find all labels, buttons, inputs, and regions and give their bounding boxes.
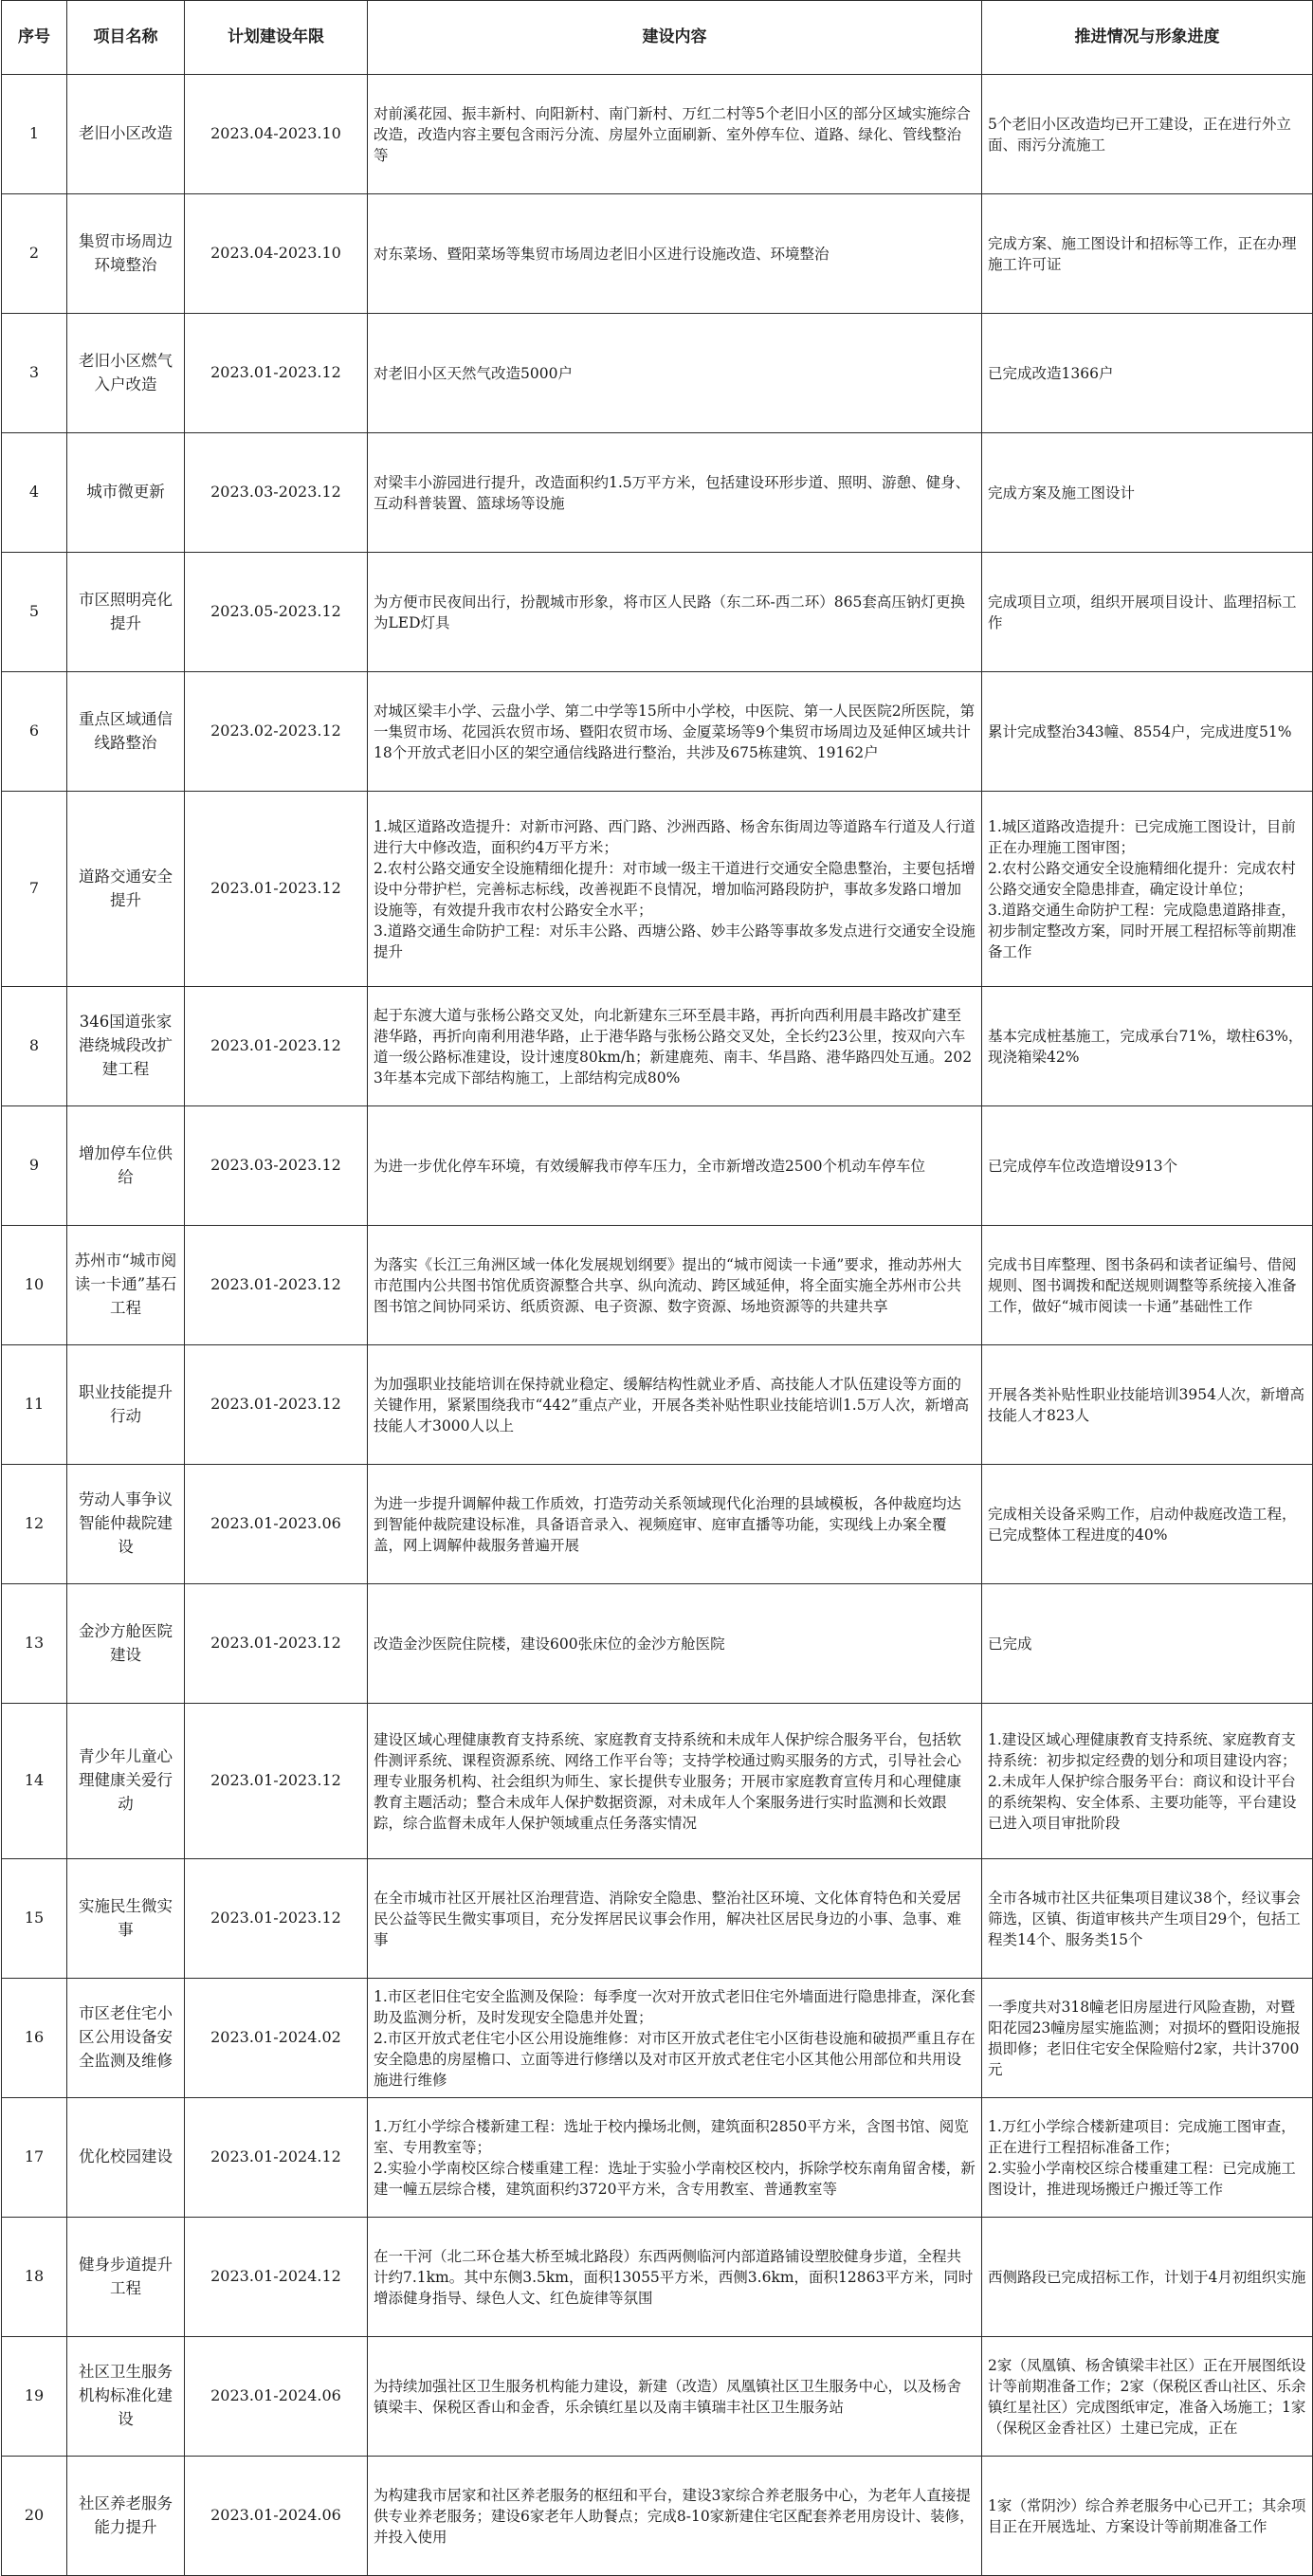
row-no: 17 [2, 2098, 67, 2218]
table-body [2, 75, 1313, 2576]
row-name: 老旧小区改造 [67, 75, 185, 194]
row-period: 2023.01-2024.06 [185, 2457, 368, 2576]
row-content: 为构建我市居家和社区养老服务的枢纽和平台，建设3家综合养老服务中心，为老年人直接提供专业养老服务；建设6家老年人助餐点；完成8-10家新建住宅区配套养老用房设计、装修，并投入使用 [368, 2457, 982, 2576]
header-progress: 推进情况与形象进度 [982, 1, 1313, 75]
row-period: 2023.04-2023.10 [185, 75, 368, 194]
table-row [2, 1106, 1313, 1226]
row-content: 1.市区老旧住宅安全监测及保险：每季度一次对开放式老旧住宅外墙面进行隐患排查，深化套助及监测分析，及时发现安全隐患并处置； 2.市区开放式老住宅小区公用设施维修：对市区开放式老住宅小区街巷设施和破损严重且存在安全隐患的房屋檐口、立面等进行修缮以及对市区开放式老住宅小区其他公用部位和共用设施进行维修 [368, 1979, 982, 2098]
row-content: 在一干河（北二环仓基大桥至城北路段）东西两侧临河内部道路铺设塑胶健身步道，全程共计约7.1km。其中东侧3.5km，面积13055平方米，西侧3.6km，面积12863平方米，同时增添健身指导、绿色人文、红色旋律等氛围 [368, 2218, 982, 2337]
row-name: 市区照明亮化提升 [67, 553, 185, 672]
row-name: 社区卫生服务机构标准化建设 [67, 2337, 185, 2457]
row-no: 7 [2, 792, 67, 987]
row-no: 18 [2, 2218, 67, 2337]
table-row [2, 2098, 1313, 2218]
row-content: 1.城区道路改造提升：对新市河路、西门路、沙洲西路、杨舍东街周边等道路车行道及人行道进行大中修改造，面积约4万平方米； 2.农村公路交通安全设施精细化提升：对市域一级主干道进行交通安全隐患整治，主要包括增设中分带护栏，完善标志标线，改善视距不良情况，增加临河路段防护，事故多发路口增加设施等，有效提升我市农村公路安全水平； 3.道路交通生命防护工程：对乐丰公路、西塘公路、妙丰公路等事故多发点进行交通安全设施提升 [368, 792, 982, 987]
row-progress: 已完成停车位改造增设913个 [982, 1106, 1313, 1226]
row-content: 起于东渡大道与张杨公路交叉处，向北新建东三环至晨丰路，再折向西利用晨丰路改扩建至港华路，再折向南利用港华路，止于港华路与张杨公路交叉处，全长约23公里，按双向六车道一级公路标准建设，设计速度80km/h；新建鹿苑、南丰、华昌路、港华路四处互通。2023年基本完成下部结构施工，上部结构完成80% [368, 987, 982, 1106]
table-row [2, 314, 1313, 433]
table-row [2, 1859, 1313, 1979]
header-content: 建设内容 [368, 1, 982, 75]
row-no: 3 [2, 314, 67, 433]
row-progress: 完成相关设备采购工作，启动仲裁庭改造工程，已完成整体工程进度的40% [982, 1465, 1313, 1584]
table-row [2, 1584, 1313, 1704]
row-name: 青少年儿童心理健康关爱行动 [67, 1704, 185, 1859]
row-content: 对老旧小区天然气改造5000户 [368, 314, 982, 433]
row-period: 2023.01-2023.12 [185, 1584, 368, 1704]
row-no: 2 [2, 194, 67, 314]
row-period: 2023.01-2023.12 [185, 1704, 368, 1859]
table-row [2, 987, 1313, 1106]
row-name: 金沙方舱医院建设 [67, 1584, 185, 1704]
table-row [2, 433, 1313, 553]
row-progress: 基本完成桩基施工，完成承台71%，墩柱63%，现浇箱梁42% [982, 987, 1313, 1106]
row-no: 11 [2, 1345, 67, 1465]
row-name: 城市微更新 [67, 433, 185, 553]
row-progress: 一季度共对318幢老旧房屋进行风险查勘，对暨阳花园23幢房屋实施监测；对损坏的暨阳设施报损即修；老旧住宅安全保险赔付2家，共计3700元 [982, 1979, 1313, 2098]
table-row [2, 75, 1313, 194]
row-no: 15 [2, 1859, 67, 1979]
row-no: 16 [2, 1979, 67, 2098]
row-content: 对东菜场、暨阳菜场等集贸市场周边老旧小区进行设施改造、环境整治 [368, 194, 982, 314]
row-content: 在全市城市社区开展社区治理营造、消除安全隐患、整治社区环境、文化体育特色和关爱居民公益等民生微实事项目，充分发挥居民议事会作用，解决社区居民身边的小事、急事、难事 [368, 1859, 982, 1979]
row-progress: 已完成改造1366户 [982, 314, 1313, 433]
row-period: 2023.01-2024.02 [185, 1979, 368, 2098]
row-period: 2023.01-2023.12 [185, 314, 368, 433]
row-period: 2023.01-2023.12 [185, 1345, 368, 1465]
row-progress: 5个老旧小区改造均已开工建设，正在进行外立面、雨污分流施工 [982, 75, 1313, 194]
row-name: 集贸市场周边环境整治 [67, 194, 185, 314]
row-progress: 1.万红小学综合楼新建项目：完成施工图审查，正在进行工程招标准备工作； 2.实验小学南校区综合楼重建工程：已完成施工图设计，推进现场搬迁户搬迁等工作 [982, 2098, 1313, 2218]
table-row [2, 1226, 1313, 1345]
table-row [2, 1465, 1313, 1584]
row-period: 2023.05-2023.12 [185, 553, 368, 672]
row-no: 6 [2, 672, 67, 792]
row-content: 1.万红小学综合楼新建工程：选址于校内操场北侧，建筑面积2850平方米，含图书馆、阅览室、专用教室等； 2.实验小学南校区综合楼重建工程：选址于实验小学南校区校内，拆除学校东南角留舍楼，新建一幢五层综合楼，建筑面积约3720平方米，含专用教室、普通教室等 [368, 2098, 982, 2218]
table-row [2, 1704, 1313, 1859]
row-period: 2023.02-2023.12 [185, 672, 368, 792]
table-row [2, 672, 1313, 792]
row-progress: 已完成 [982, 1584, 1313, 1704]
row-progress: 2家（凤凰镇、杨舍镇梁丰社区）正在开展图纸设计等前期准备工作；2家（保税区香山社区、乐余镇红星社区）完成图纸审定，准备入场施工；1家（保税区金香社区）土建已完成，正在 [982, 2337, 1313, 2457]
row-name: 老旧小区燃气入户改造 [67, 314, 185, 433]
row-period: 2023.01-2023.06 [185, 1465, 368, 1584]
row-progress: 1.城区道路改造提升：已完成施工图设计，目前正在办理施工图审图； 2.农村公路交通安全设施精细化提升：完成农村公路交通安全隐患排查，确定设计单位； 3.道路交通生命防护工程：完成隐患道路排查，初步制定整改方案，同时开展工程招标等前期准备工作 [982, 792, 1313, 987]
row-progress: 1.建设区域心理健康教育支持系统、家庭教育支持系统：初步拟定经费的划分和项目建设内容； 2.未成年人保护综合服务平台：商议和设计平台的系统架构、安全体系、主要功能等，平台建设已进入项目审批阶段 [982, 1704, 1313, 1859]
table-row [2, 553, 1313, 672]
row-name: 苏州市“城市阅读一卡通”基石工程 [67, 1226, 185, 1345]
row-no: 4 [2, 433, 67, 553]
row-content: 建设区域心理健康教育支持系统、家庭教育支持系统和未成年人保护综合服务平台，包括软件测评系统、课程资源系统、网络工作平台等；支持学校通过购买服务的方式，引导社会心理专业服务机构、社会组织为师生、家长提供专业服务；开展市家庭教育宣传月和心理健康教育主题活动；整合未成年人保护数据资源，对未成年人个案服务进行实时监测和长效跟踪，综合监督未成年人保护领域重点任务落实情况 [368, 1704, 982, 1859]
row-period: 2023.03-2023.12 [185, 1106, 368, 1226]
row-period: 2023.01-2024.12 [185, 2098, 368, 2218]
row-progress: 完成方案、施工图设计和招标等工作，正在办理施工许可证 [982, 194, 1313, 314]
row-progress: 完成书目库整理、图书条码和读者证编号、借阅规则、图书调拨和配送规则调整等系统接入准备工作，做好“城市阅读一卡通”基础性工作 [982, 1226, 1313, 1345]
table-row [2, 1979, 1313, 2098]
row-no: 14 [2, 1704, 67, 1859]
table-row [2, 194, 1313, 314]
row-content: 对前溪花园、振丰新村、向阳新村、南门新村、万红二村等5个老旧小区的部分区域实施综合改造，改造内容主要包含雨污分流、房屋外立面刷新、室外停车位、道路、绿化、管线整治等 [368, 75, 982, 194]
row-no: 5 [2, 553, 67, 672]
header-no: 序号 [2, 1, 67, 75]
row-content: 为落实《长江三角洲区域一体化发展规划纲要》提出的“城市阅读一卡通”要求，推动苏州大市范围内公共图书馆优质资源整合共享、纵向流动、跨区域延伸，将全面实施全苏州市公共图书馆之间协同采访、纸质资源、电子资源、数字资源、场地资源等的共建共享 [368, 1226, 982, 1345]
header-period: 计划建设年限 [185, 1, 368, 75]
row-no: 19 [2, 2337, 67, 2457]
row-progress: 开展各类补贴性职业技能培训3954人次，新增高技能人才823人 [982, 1345, 1313, 1465]
table-row [2, 2218, 1313, 2337]
row-name: 实施民生微实事 [67, 1859, 185, 1979]
row-no: 10 [2, 1226, 67, 1345]
row-content: 为进一步提升调解仲裁工作质效，打造劳动关系领域现代化治理的县域模板，各仲裁庭均达到智能仲裁院建设标准，具备语音录入、视频庭审、庭审直播等功能，实现线上办案全覆盖，网上调解仲裁服务普遍开展 [368, 1465, 982, 1584]
row-content: 为进一步优化停车环境，有效缓解我市停车压力，全市新增改造2500个机动车停车位 [368, 1106, 982, 1226]
row-period: 2023.01-2023.12 [185, 987, 368, 1106]
row-content: 对梁丰小游园进行提升，改造面积约1.5万平方米，包括建设环形步道、照明、游憩、健身、互动科普装置、篮球场等设施 [368, 433, 982, 553]
row-progress: 累计完成整治343幢、8554户，完成进度51% [982, 672, 1313, 792]
row-progress: 全市各城市社区共征集项目建议38个，经议事会筛选，区镇、街道审核共产生项目29个，包括工程类14个、服务类15个 [982, 1859, 1313, 1979]
row-content: 为方便市民夜间出行，扮靓城市形象，将市区人民路（东二环-西二环）865套高压钠灯更换为LED灯具 [368, 553, 982, 672]
row-progress: 完成方案及施工图设计 [982, 433, 1313, 553]
row-name: 增加停车位供给 [67, 1106, 185, 1226]
row-name: 346国道张家港绕城段改扩建工程 [67, 987, 185, 1106]
row-period: 2023.01-2023.12 [185, 1859, 368, 1979]
row-no: 20 [2, 2457, 67, 2576]
row-name: 劳动人事争议智能仲裁院建设 [67, 1465, 185, 1584]
project-table [1, 0, 1313, 2576]
row-content: 改造金沙医院住院楼，建设600张床位的金沙方舱医院 [368, 1584, 982, 1704]
row-period: 2023.01-2023.12 [185, 1226, 368, 1345]
table-row [2, 2337, 1313, 2457]
row-name: 职业技能提升行动 [67, 1345, 185, 1465]
row-period: 2023.04-2023.10 [185, 194, 368, 314]
row-progress: 1家（常阴沙）综合养老服务中心已开工；其余项目正在开展选址、方案设计等前期准备工作 [982, 2457, 1313, 2576]
header-name: 项目名称 [67, 1, 185, 75]
row-name: 优化校园建设 [67, 2098, 185, 2218]
table-row [2, 792, 1313, 987]
row-progress: 完成项目立项，组织开展项目设计、监理招标工作 [982, 553, 1313, 672]
row-name: 重点区域通信线路整治 [67, 672, 185, 792]
row-no: 12 [2, 1465, 67, 1584]
row-no: 9 [2, 1106, 67, 1226]
row-progress: 西侧路段已完成招标工作，计划于4月初组织实施 [982, 2218, 1313, 2337]
row-period: 2023.01-2023.12 [185, 792, 368, 987]
row-content: 为加强职业技能培训在保持就业稳定、缓解结构性就业矛盾、高技能人才队伍建设等方面的关键作用，紧紧围绕我市“442”重点产业，开展各类补贴性职业技能培训1.5万人次，新增高技能人才3000人以上 [368, 1345, 982, 1465]
row-content: 为持续加强社区卫生服务机构能力建设，新建（改造）凤凰镇社区卫生服务中心，以及杨舍镇梁丰、保税区香山和金香，乐余镇红星以及南丰镇瑞丰社区卫生服务站 [368, 2337, 982, 2457]
row-period: 2023.01-2024.12 [185, 2218, 368, 2337]
row-no: 13 [2, 1584, 67, 1704]
row-name: 市区老住宅小区公用设备安全监测及维修 [67, 1979, 185, 2098]
row-no: 1 [2, 75, 67, 194]
row-name: 健身步道提升工程 [67, 2218, 185, 2337]
row-name: 社区养老服务能力提升 [67, 2457, 185, 2576]
row-name: 道路交通安全提升 [67, 792, 185, 987]
row-period: 2023.01-2024.06 [185, 2337, 368, 2457]
table-header-row [2, 1, 1313, 75]
table-row [2, 2457, 1313, 2576]
row-no: 8 [2, 987, 67, 1106]
table-row [2, 1345, 1313, 1465]
row-period: 2023.03-2023.12 [185, 433, 368, 553]
row-content: 对城区梁丰小学、云盘小学、第二中学等15所中小学校，中医院、第一人民医院2所医院，第一集贸市场、花园浜农贸市场、暨阳农贸市场、金厦菜场等9个集贸市场周边及延伸区域共计18个开放式老旧小区的架空通信线路进行整治，共涉及675栋建筑、19162户 [368, 672, 982, 792]
